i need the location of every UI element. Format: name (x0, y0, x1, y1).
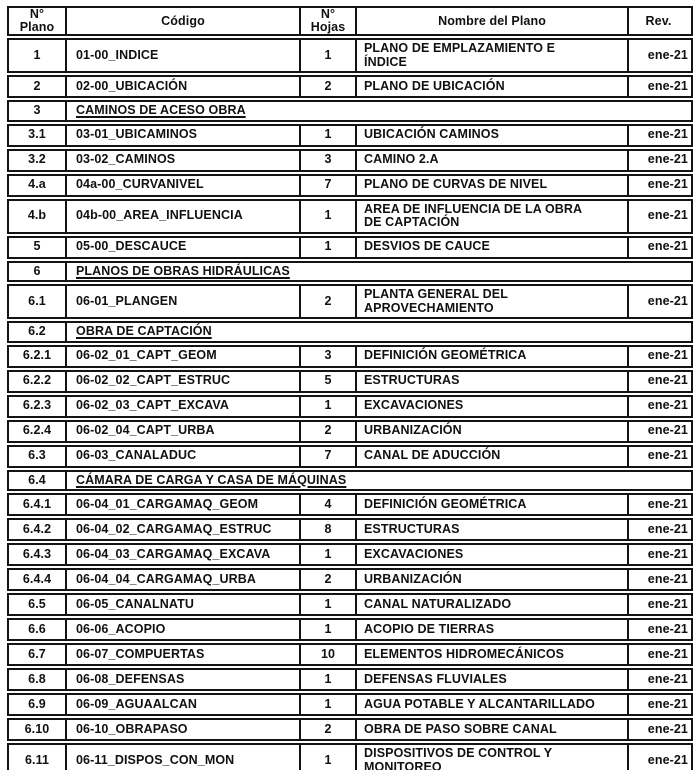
nombre-cell-text: PLANO DE UBICACIÓN (364, 78, 505, 93)
table-row (7, 543, 693, 566)
table-header-row (7, 6, 693, 36)
rev-cell (627, 545, 691, 564)
rev-cell (627, 495, 691, 514)
rev-cell-text: ene-21 (647, 596, 688, 611)
plano-number-cell (9, 745, 65, 770)
section-title-cell-text: CÁMARA DE CARGA Y CASA DE MÁQUINAS (76, 472, 347, 487)
hojas-cell-text: 4 (324, 496, 332, 511)
plano-number-cell-text: 6.2.2 (22, 373, 52, 388)
plano-number-cell (9, 126, 65, 145)
hojas-cell (299, 201, 355, 232)
table-row (7, 395, 693, 418)
plano-number-cell-text: 5 (33, 239, 41, 254)
nombre-cell-text: DISPOSITIVOS DE CONTROL Y MONITOREO (364, 746, 552, 770)
nombre-cell-text: UBICACIÓN CAMINOS (364, 127, 500, 142)
nombre-cell-text: AGUA POTABLE Y ALCANTARILLADO (364, 696, 595, 711)
plano-number-cell-text: 6.5 (28, 596, 46, 611)
codigo-cell (65, 201, 299, 232)
codigo-cell (65, 570, 299, 589)
rev-cell (627, 695, 691, 714)
hojas-cell (299, 286, 355, 317)
table-row (7, 75, 693, 98)
nombre-cell (355, 40, 627, 71)
hojas-cell-text: 2 (324, 423, 332, 438)
table-row (7, 236, 693, 259)
nombre-cell-text: ACOPIO DE TIERRAS (364, 621, 495, 636)
rev-cell (627, 620, 691, 639)
hojas-cell-text: 1 (324, 208, 332, 223)
nombre-cell-text: CANAL NATURALIZADO (364, 596, 512, 611)
plano-number-cell-text: 6.9 (28, 696, 46, 711)
rev-cell (627, 745, 691, 770)
hojas-cell (299, 422, 355, 441)
nombre-cell-text: DEFENSAS FLUVIALES (364, 671, 507, 686)
hojas-cell (299, 447, 355, 466)
rev-cell-text: ene-21 (647, 621, 688, 636)
hojas-cell-text: 7 (324, 177, 332, 192)
plano-number-cell (9, 422, 65, 441)
nombre-cell (355, 495, 627, 514)
plano-number-cell-text: 6.7 (28, 646, 46, 661)
rev-cell-text: ene-21 (647, 239, 688, 254)
hojas-cell-text: 1 (324, 621, 332, 636)
hojas-cell-text: 1 (324, 752, 332, 767)
nombre-cell (355, 620, 627, 639)
plano-number-cell (9, 620, 65, 639)
codigo-cell (65, 595, 299, 614)
codigo-cell (65, 238, 299, 257)
nombre-cell-text: PLANO DE EMPLAZAMIENTO E ÍNDICE (364, 41, 556, 69)
nombre-cell (355, 695, 627, 714)
codigo-cell-text: 06-06_ACOPIO (76, 621, 166, 636)
nombre-cell (355, 745, 627, 770)
rev-cell (627, 422, 691, 441)
hojas-cell (299, 126, 355, 145)
codigo-cell (65, 126, 299, 145)
nombre-cell (355, 176, 627, 195)
table-row (7, 593, 693, 616)
codigo-cell-text: 06-04_01_CARGAMAQ_GEOM (76, 496, 259, 511)
header-no-hojas-line2: Hojas (310, 20, 346, 34)
plano-number-cell-text: 6.8 (28, 671, 46, 686)
hojas-cell-text: 5 (324, 373, 332, 388)
nombre-cell (355, 645, 627, 664)
hojas-cell (299, 520, 355, 539)
plano-number-cell (9, 102, 65, 120)
codigo-cell (65, 670, 299, 689)
nombre-cell (355, 286, 627, 317)
header-no-plano-line1: N° (29, 7, 45, 21)
codigo-cell (65, 372, 299, 391)
hojas-cell (299, 372, 355, 391)
section-row (7, 470, 693, 492)
plano-number-cell (9, 695, 65, 714)
header-rev (627, 8, 691, 34)
section-title-cell-text: PLANOS DE OBRAS HIDRÁULICAS (76, 263, 290, 278)
header-codigo (65, 8, 299, 34)
table-row (7, 370, 693, 393)
nombre-cell (355, 570, 627, 589)
rev-cell-text: ene-21 (647, 671, 688, 686)
plano-number-cell-text: 2 (33, 78, 41, 93)
codigo-cell (65, 176, 299, 195)
plano-number-cell-text: 3 (33, 103, 41, 117)
section-title-cell-text: CAMINOS DE ACESO OBRA (76, 103, 246, 117)
nombre-cell-text: EXCAVACIONES (364, 546, 464, 561)
rev-cell-text: ene-21 (647, 448, 688, 463)
rev-cell (627, 151, 691, 170)
hojas-cell (299, 670, 355, 689)
section-title-cell (65, 263, 691, 281)
codigo-cell-text: 06-05_CANALNATU (76, 596, 194, 611)
codigo-cell (65, 286, 299, 317)
header-no-plano-line2: Plano (19, 20, 55, 34)
codigo-cell-text: 06-11_DISPOS_CON_MON (76, 752, 235, 767)
hojas-cell-text: 3 (324, 152, 332, 167)
codigo-cell-text: 03-01_UBICAMINOS (76, 127, 198, 142)
rev-cell-text: ene-21 (647, 571, 688, 586)
plano-number-cell-text: 4.b (27, 208, 47, 223)
nombre-cell-text: ELEMENTOS HIDROMECÁNICOS (364, 646, 565, 661)
rev-cell-text: ene-21 (647, 152, 688, 167)
codigo-cell (65, 422, 299, 441)
hojas-cell (299, 151, 355, 170)
nombre-cell-text: PLANO DE CURVAS DE NIVEL (364, 177, 548, 192)
rev-cell-text: ene-21 (647, 546, 688, 561)
hojas-cell (299, 397, 355, 416)
rev-cell (627, 372, 691, 391)
rev-cell (627, 238, 691, 257)
rev-cell (627, 645, 691, 664)
hojas-cell (299, 347, 355, 366)
codigo-cell-text: 05-00_DESCAUCE (76, 239, 187, 254)
plano-number-cell (9, 545, 65, 564)
plano-number-cell-text: 6.3 (28, 448, 46, 463)
codigo-cell-text: 01-00_INDICE (76, 47, 159, 62)
plano-number-cell (9, 645, 65, 664)
rev-cell (627, 347, 691, 366)
plano-number-cell-text: 6.11 (24, 752, 50, 767)
table-row (7, 345, 693, 368)
plano-number-cell (9, 77, 65, 96)
codigo-cell (65, 720, 299, 739)
rev-cell (627, 520, 691, 539)
hojas-cell (299, 695, 355, 714)
section-row (7, 321, 693, 343)
nombre-cell (355, 720, 627, 739)
nombre-cell-text: CANAL DE ADUCCIÓN (364, 448, 501, 463)
rev-cell-text: ene-21 (647, 696, 688, 711)
hojas-cell (299, 176, 355, 195)
rev-cell-text: ene-21 (647, 208, 688, 223)
header-rev-label: Rev. (645, 13, 672, 28)
nombre-cell (355, 520, 627, 539)
table-row (7, 38, 693, 73)
plano-number-cell (9, 40, 65, 71)
codigo-cell-text: 06-03_CANALADUC (76, 448, 197, 463)
table-row (7, 420, 693, 443)
plano-number-cell (9, 670, 65, 689)
nombre-cell-text: DEFINICIÓN GEOMÉTRICA (364, 348, 527, 363)
nombre-cell-text: URBANIZACIÓN (364, 423, 462, 438)
nombre-cell (355, 422, 627, 441)
plano-number-cell (9, 372, 65, 391)
section-title-cell-text: OBRA DE CAPTACIÓN (76, 324, 212, 338)
table-body (7, 38, 693, 770)
hojas-cell (299, 620, 355, 639)
codigo-cell-text: 06-01_PLANGEN (76, 293, 178, 308)
rev-cell (627, 397, 691, 416)
rev-cell-text: ene-21 (647, 423, 688, 438)
nombre-cell-text: CAMINO 2.A (364, 152, 439, 167)
hojas-cell-text: 7 (324, 448, 332, 463)
codigo-cell-text: 06-04_02_CARGAMAQ_ESTRUC (76, 521, 272, 536)
hojas-cell-text: 1 (324, 127, 332, 142)
nombre-cell (355, 201, 627, 232)
plano-number-cell (9, 286, 65, 317)
rev-cell-text: ene-21 (647, 752, 688, 767)
plano-number-cell (9, 720, 65, 739)
section-row (7, 100, 693, 122)
rev-cell-text: ene-21 (647, 646, 688, 661)
rev-cell-text: ene-21 (647, 348, 688, 363)
rev-cell (627, 176, 691, 195)
codigo-cell-text: 02-00_UBICACIÓN (76, 78, 188, 93)
rev-cell-text: ene-21 (647, 293, 688, 308)
nombre-cell (355, 447, 627, 466)
codigo-cell-text: 06-07_COMPUERTAS (76, 646, 205, 661)
section-title-cell (65, 472, 691, 490)
header-no-hojas (299, 8, 355, 34)
nombre-cell (355, 595, 627, 614)
codigo-cell (65, 645, 299, 664)
nombre-cell-text: EXCAVACIONES (364, 398, 464, 413)
section-row (7, 261, 693, 283)
table-row (7, 693, 693, 716)
plano-number-cell-text: 6.1 (28, 293, 46, 308)
plano-number-cell (9, 151, 65, 170)
nombre-cell-text: AREA DE INFLUENCIA DE LA OBRA DE CAPTACIÓN (364, 201, 582, 229)
hojas-cell (299, 595, 355, 614)
header-nombre-label: Nombre del Plano (438, 13, 546, 28)
plano-number-cell (9, 472, 65, 490)
codigo-cell (65, 620, 299, 639)
plano-number-cell (9, 570, 65, 589)
rev-cell (627, 720, 691, 739)
plano-number-cell (9, 323, 65, 341)
hojas-cell (299, 40, 355, 71)
plano-number-cell (9, 176, 65, 195)
rev-cell-text: ene-21 (647, 127, 688, 142)
table-row (7, 568, 693, 591)
header-no-plano (9, 8, 65, 34)
hojas-cell-text: 1 (324, 696, 332, 711)
table-row (7, 493, 693, 516)
hojas-cell-text: 2 (324, 293, 332, 308)
codigo-cell-text: 06-02_04_CAPT_URBA (76, 423, 215, 438)
codigo-cell (65, 77, 299, 96)
header-nombre (355, 8, 627, 34)
plano-number-cell-text: 6.2.1 (22, 348, 52, 363)
table-row (7, 124, 693, 147)
header-no-hojas-line1: N° (320, 7, 336, 21)
table-row (7, 518, 693, 541)
plano-number-cell-text: 6.6 (28, 621, 46, 636)
rev-cell-text: ene-21 (647, 78, 688, 93)
plan-index-table (7, 6, 693, 770)
plano-number-cell (9, 447, 65, 466)
hojas-cell (299, 720, 355, 739)
rev-cell (627, 77, 691, 96)
hojas-cell (299, 77, 355, 96)
plano-number-cell-text: 6.4.2 (22, 521, 52, 536)
plano-number-cell-text: 3.1 (28, 127, 46, 142)
table-row (7, 284, 693, 319)
hojas-cell-text: 3 (324, 348, 332, 363)
table-row (7, 743, 693, 770)
codigo-cell (65, 151, 299, 170)
codigo-cell-text: 06-09_AGUAALCAN (76, 696, 197, 711)
section-title-cell (65, 323, 691, 341)
plano-number-cell-text: 6.4 (28, 472, 46, 487)
nombre-cell (355, 238, 627, 257)
hojas-cell-text: 1 (324, 596, 332, 611)
hojas-cell (299, 745, 355, 770)
hojas-cell-text: 1 (324, 239, 332, 254)
rev-cell (627, 595, 691, 614)
plano-number-cell-text: 1 (33, 47, 41, 62)
hojas-cell-text: 1 (324, 47, 332, 62)
codigo-cell-text: 06-10_OBRAPASO (76, 721, 188, 736)
plano-number-cell-text: 3.2 (28, 152, 46, 167)
codigo-cell (65, 695, 299, 714)
header-codigo-label: Código (161, 13, 205, 28)
plano-number-cell (9, 347, 65, 366)
plano-number-cell (9, 495, 65, 514)
plano-number-cell-text: 6.4.1 (22, 496, 52, 511)
nombre-cell (355, 126, 627, 145)
nombre-cell (355, 372, 627, 391)
plano-number-cell (9, 201, 65, 232)
rev-cell-text: ene-21 (647, 373, 688, 388)
hojas-cell-text: 2 (324, 78, 332, 93)
codigo-cell (65, 447, 299, 466)
nombre-cell (355, 397, 627, 416)
hojas-cell-text: 1 (324, 546, 332, 561)
plano-number-cell-text: 6 (33, 263, 41, 278)
hojas-cell-text: 2 (324, 721, 332, 736)
rev-cell-text: ene-21 (647, 721, 688, 736)
nombre-cell-text: ESTRUCTURAS (364, 373, 460, 388)
rev-cell (627, 670, 691, 689)
rev-cell (627, 201, 691, 232)
codigo-cell-text: 06-04_04_CARGAMAQ_URBA (76, 571, 257, 586)
rev-cell-text: ene-21 (647, 496, 688, 511)
plano-number-cell (9, 238, 65, 257)
codigo-cell (65, 40, 299, 71)
hojas-cell (299, 495, 355, 514)
nombre-cell (355, 347, 627, 366)
nombre-cell-text: OBRA DE PASO SOBRE CANAL (364, 721, 557, 736)
nombre-cell (355, 77, 627, 96)
nombre-cell (355, 151, 627, 170)
plano-number-cell-text: 6.2 (28, 324, 46, 338)
codigo-cell-text: 06-02_01_CAPT_GEOM (76, 348, 217, 363)
table-row (7, 149, 693, 172)
rev-cell (627, 286, 691, 317)
hojas-cell (299, 545, 355, 564)
codigo-cell-text: 06-08_DEFENSAS (76, 671, 185, 686)
rev-cell-text: ene-21 (647, 521, 688, 536)
hojas-cell (299, 238, 355, 257)
rev-cell (627, 126, 691, 145)
table-row (7, 643, 693, 666)
codigo-cell-text: 06-02_02_CAPT_ESTRUC (76, 373, 231, 388)
nombre-cell (355, 670, 627, 689)
plano-number-cell-text: 6.10 (24, 721, 50, 736)
codigo-cell (65, 745, 299, 770)
codigo-cell (65, 495, 299, 514)
plano-number-cell-text: 6.2.3 (22, 398, 52, 413)
plano-number-cell (9, 520, 65, 539)
plano-number-cell-text: 6.2.4 (22, 423, 52, 438)
codigo-cell (65, 397, 299, 416)
rev-cell-text: ene-21 (647, 177, 688, 192)
codigo-cell (65, 347, 299, 366)
codigo-cell-text: 06-02_03_CAPT_EXCAVA (76, 398, 229, 413)
section-title-cell (65, 102, 691, 120)
plano-number-cell-text: 6.4.4 (22, 571, 52, 586)
table-row (7, 668, 693, 691)
nombre-cell-text: DEFINICIÓN GEOMÉTRICA (364, 496, 527, 511)
plano-number-cell-text: 4.a (28, 177, 46, 192)
table-row (7, 445, 693, 468)
rev-cell (627, 447, 691, 466)
hojas-cell-text: 1 (324, 671, 332, 686)
rev-cell-text: ene-21 (647, 47, 688, 62)
plano-number-cell (9, 263, 65, 281)
nombre-cell-text: ESTRUCTURAS (364, 521, 460, 536)
plano-number-cell (9, 595, 65, 614)
hojas-cell-text: 8 (324, 521, 332, 536)
rev-cell-text: ene-21 (647, 398, 688, 413)
codigo-cell-text: 03-02_CAMINOS (76, 152, 176, 167)
hojas-cell (299, 570, 355, 589)
nombre-cell-text: DESVIOS DE CAUCE (364, 239, 490, 254)
plano-number-cell (9, 397, 65, 416)
rev-cell (627, 570, 691, 589)
table-row (7, 199, 693, 234)
codigo-cell (65, 520, 299, 539)
table-row (7, 718, 693, 741)
codigo-cell-text: 04b-00_AREA_INFLUENCIA (76, 208, 243, 223)
hojas-cell-text: 10 (320, 646, 336, 661)
nombre-cell-text: PLANTA GENERAL DEL APROVECHAMIENTO (364, 287, 508, 315)
table-row (7, 618, 693, 641)
hojas-cell-text: 1 (324, 398, 332, 413)
plano-number-cell-text: 6.4.3 (22, 546, 52, 561)
codigo-cell-text: 06-04_03_CARGAMAQ_EXCAVA (76, 546, 271, 561)
table-row (7, 174, 693, 197)
nombre-cell (355, 545, 627, 564)
hojas-cell (299, 645, 355, 664)
hojas-cell-text: 2 (324, 571, 332, 586)
codigo-cell-text: 04a-00_CURVANIVEL (76, 177, 204, 192)
codigo-cell (65, 545, 299, 564)
nombre-cell-text: URBANIZACIÓN (364, 571, 462, 586)
rev-cell (627, 40, 691, 71)
